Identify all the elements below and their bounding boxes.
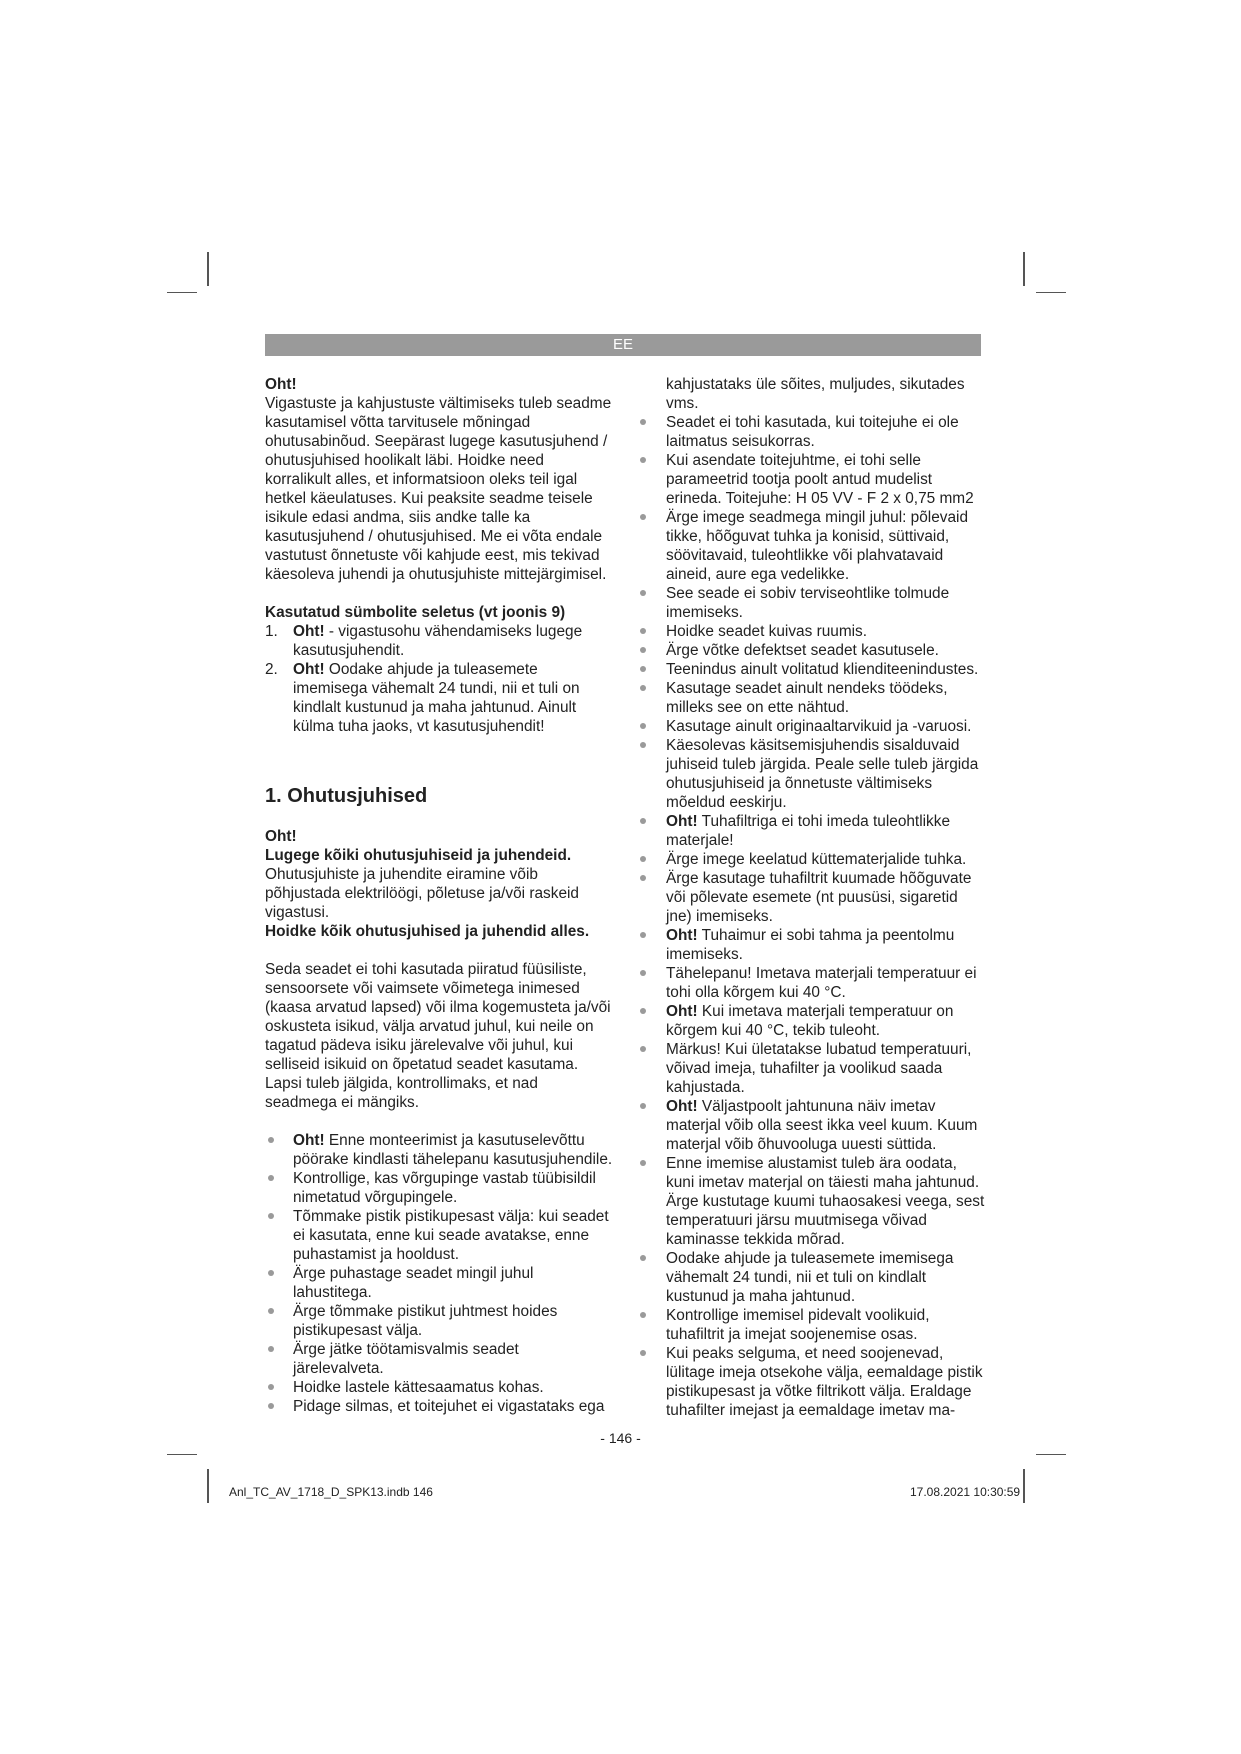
- file-info: Anl_TC_AV_1718_D_SPK13.indb 146: [229, 1485, 433, 1499]
- safety-list: [265, 1131, 613, 1416]
- list-item: Kasutage seadet ainult nendeks töödeks, milleks see on ette nähtud.: [666, 679, 986, 717]
- list-item: Hoidke lastele kättesaamatus kohas.: [265, 1378, 613, 1397]
- list-item: Ärge kasutage tuhafiltrit kuumade hõõguvate või põlevate esemete (nt puusüsi, sigaretid jne) imemiseks.: [666, 869, 986, 926]
- list-item: Teenindus ainult volitatud klienditeenindustes.: [666, 660, 986, 679]
- list-item: Kui asendate toitejuhtme, ei tohi selle parameetrid tootja poolt antud mudelist erineda. Toitejuhe: H 05 VV - F 2 x 0,75 mm2: [666, 451, 986, 508]
- crop-mark: [167, 1454, 197, 1455]
- section-title: 1. Ohutusjuhised: [265, 785, 428, 807]
- read-all-heading: Lugege kõiki ohutusjuhiseid ja juhendeid.: [265, 847, 572, 864]
- print-timestamp: 17.08.2021 10:30:59: [910, 1485, 1021, 1499]
- continued-text: kahjustataks üle sõites, muljudes, sikutades vms.: [666, 376, 965, 412]
- warning-text: Ohutusjuhiste ja juhendite eiramine võib põhjustada elektrilöögi, põletuse ja/või raskeid vigastusi.: [265, 866, 579, 921]
- list-item: Ärge puhastage seadet mingil juhul lahustitega.: [265, 1264, 613, 1302]
- list-item: Pidage silmas, et toitejuhet ei vigastataks ega: [265, 1397, 613, 1416]
- list-item: Tähelepanu! Imetava materjali temperatuur ei tohi olla kõrgem kui 40 °C.: [666, 964, 986, 1002]
- intro-paragraph: Vigastuste ja kahjustuste vältimiseks tuleb seadme kasutamisel võtta tarvitusele mõningad ohutusabinõud. Seepärast lugege kasutusjuhend / ohutusjuhised hoolikalt läbi. Hoidke need korralikult alles, et informatsioon oleks teil igal hetkel käeulatuses. Kui peaksite seadme teisele isikule edasi andma, siis andke talle ka kasutusjuhend / ohutusjuhised. Me ei võta endale vastutust õnnetuste või kahjude eest, mis tekivad käesoleva juhendi ja ohutusjuhiste mittejärgimisel.: [265, 395, 612, 583]
- warning-title: Oht!: [265, 376, 297, 393]
- list-item: Kontrollige, kas võrgupinge vastab tüübisildil nimetatud võrgupingele.: [265, 1169, 613, 1207]
- crop-mark: [1023, 252, 1025, 286]
- warning-title: Oht!: [265, 828, 297, 845]
- crop-mark: [1023, 1469, 1025, 1503]
- list-item: Enne imemise alustamist tuleb ära oodata, kuni imetav materjal on täiesti maha jahtunud. Ärge kustutage kuumi tuhaosakesi veega, sest temperatuuri järsu muutmisega võivad kaminasse tekkida mõrad.: [666, 1154, 986, 1249]
- left-column: [265, 375, 613, 1416]
- list-item: Oht! Väljastpoolt jahtununa näiv imetav materjal võib olla seest ikka veel kuum. Kuum materjal võib õhuvooluga uuesti süttida.: [666, 1097, 986, 1154]
- list-item: See seade ei sobiv terviseohtlike tolmude imemiseks.: [666, 584, 986, 622]
- crop-mark: [207, 1469, 209, 1503]
- list-item: Kui peaks selguma, et need soojenevad, lülitage imeja otsekohe välja, eemaldage pistik pistikupesast ja võtke filtrikott välja. Eraldage tuhafilter imejast ja eemaldage imetav ma-: [666, 1344, 986, 1420]
- symbols-heading: Kasutatud sümbolite seletus (vt joonis 9): [265, 604, 566, 621]
- safety-list-continued: [666, 413, 986, 1420]
- language-header: EE: [265, 334, 981, 356]
- crop-mark: [1036, 292, 1066, 293]
- list-item: Seadet ei tohi kasutada, kui toitejuhe ei ole laitmatus seisukorras.: [666, 413, 986, 451]
- list-item: Oodake ahjude ja tuleasemete imemisega vähemalt 24 tundi, nii et tuli on kindlalt kustunud ja maha jahtunud.: [666, 1249, 986, 1306]
- list-item: Käesolevas käsitsemisjuhendis sisalduvaid juhiseid tuleb järgida. Peale selle tuleb järgida ohutusjuhiseid ja õnnetuste vältimiseks mõeldud eeskirju.: [666, 736, 986, 812]
- keep-all-heading: Hoidke kõik ohutusjuhised ja juhendid alles.: [265, 923, 590, 940]
- list-item: Märkus! Kui ületatakse lubatud temperatuuri, võivad imeja, tuhafilter ja voolikud saada kahjustada.: [666, 1040, 986, 1097]
- crop-mark: [207, 252, 209, 286]
- list-item: Oht! Enne monteerimist ja kasutuselevõttu pöörake kindlasti tähelepanu kasutusjuhendile.: [265, 1131, 613, 1169]
- list-item: Kontrollige imemisel pidevalt voolikuid, tuhafiltrit ja imejat soojenemise osas.: [666, 1306, 986, 1344]
- list-item: Hoidke seadet kuivas ruumis.: [666, 622, 986, 641]
- list-item: Ärge imege seadmega mingil juhul: põlevaid tikke, hõõguvat tuhka ja konisid, süttivaid, söövitavaid, tuleohtlikke või plahvatavaid aineid, aure ega vedelikke.: [666, 508, 986, 584]
- list-item: 2. Oht! Oodake ahjude ja tuleasemete imemisega vähemalt 24 tundi, nii et tuli on kindlalt kustunud ja maha jahtunud. Ainult külma tuha jaoks, vt kasutusjuhendit!: [265, 661, 580, 735]
- crop-mark: [1036, 1454, 1066, 1455]
- list-item: Oht! Tuhafiltriga ei tohi imeda tuleohtlikke materjale!: [666, 812, 986, 850]
- right-column: [666, 375, 986, 1420]
- list-item: Tõmmake pistik pistikupesast välja: kui seadet ei kasutata, enne kui seade avatakse, enne puhastamist ja hooldust.: [265, 1207, 613, 1264]
- persons-paragraph: Seda seadet ei tohi kasutada piiratud füüsiliste, sensoorsete või vaimsete võimetega inimesed (kaasa arvatud lapsed) või ilma kogemusteta ja/või oskusteta isikud, välja arvatud juhul, kui neile on tagatud pädeva isiku järelevalve või juhul, kui selliseid isikuid on õpetatud seadet kasutama. Lapsi tuleb jälgida, kontrollimaks, et nad seadmega ei mängiks.: [265, 961, 611, 1111]
- list-item: Ärge tõmmake pistikut juhtmest hoides pistikupesast välja.: [265, 1302, 613, 1340]
- page-number: - 146 -: [600, 1430, 641, 1446]
- symbols-list: [265, 622, 613, 736]
- list-item: 1. Oht! - vigastusohu vähendamiseks lugege kasutusjuhendit.: [265, 623, 583, 659]
- list-item: Oht! Kui imetava materjali temperatuur on kõrgem kui 40 °C, tekib tuleoht.: [666, 1002, 986, 1040]
- list-item: Ärge võtke defektset seadet kasutusele.: [666, 641, 986, 660]
- list-item: Ärge imege keelatud küttematerjalide tuhka.: [666, 850, 986, 869]
- crop-mark: [167, 292, 197, 293]
- list-item: Kasutage ainult originaaltarvikuid ja -varuosi.: [666, 717, 986, 736]
- list-item: Ärge jätke töötamisvalmis seadet järelevalveta.: [265, 1340, 613, 1378]
- list-item: Oht! Tuhaimur ei sobi tahma ja peentolmu imemiseks.: [666, 926, 986, 964]
